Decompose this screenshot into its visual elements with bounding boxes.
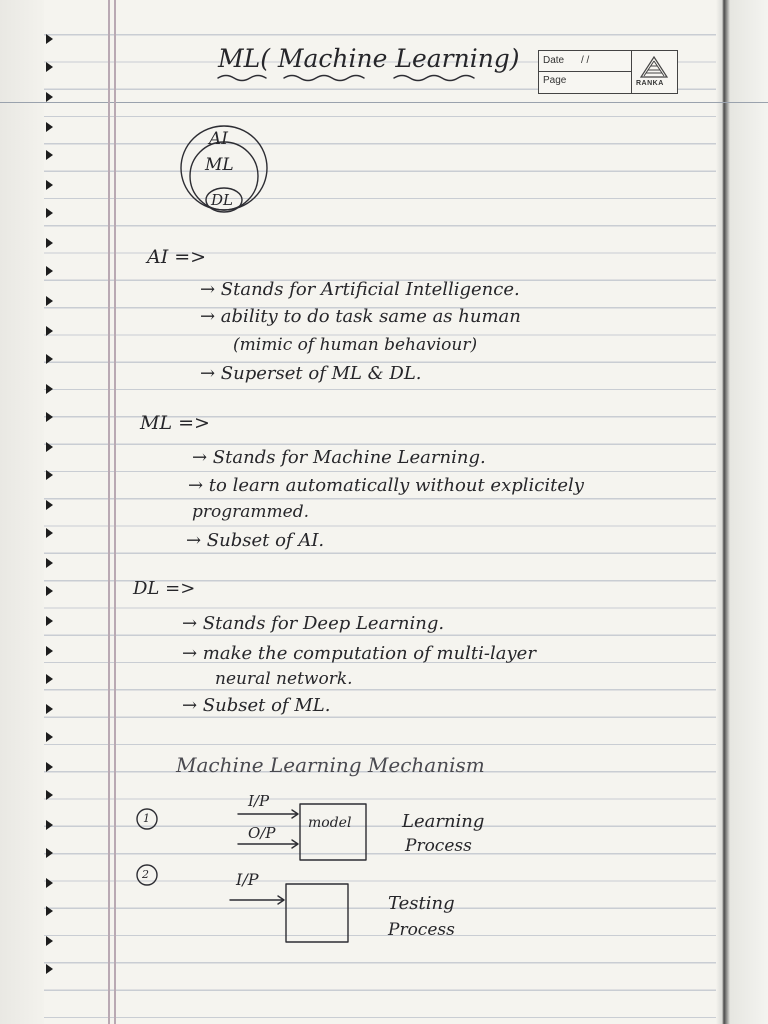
step-1-label-2: Process bbox=[405, 836, 472, 856]
venn-label-ml: ML bbox=[205, 155, 234, 175]
step-2-label-1: Testing bbox=[388, 893, 455, 914]
binding-hole bbox=[46, 790, 53, 800]
binding-hole bbox=[46, 354, 53, 364]
binding-hole bbox=[46, 122, 53, 132]
ai-line-2: → ability to do task same as human bbox=[200, 306, 521, 327]
page-gutter bbox=[0, 0, 44, 1024]
binding-hole bbox=[46, 964, 53, 974]
binding-hole bbox=[46, 558, 53, 568]
title-underline bbox=[214, 72, 494, 84]
binding-hole bbox=[46, 208, 53, 218]
binding-hole bbox=[46, 384, 53, 394]
binding-hole bbox=[46, 92, 53, 102]
dl-line-4: → Subset of ML. bbox=[182, 695, 331, 716]
page-edge bbox=[716, 0, 768, 1024]
step-1-label-1: Learning bbox=[402, 811, 485, 832]
ranka-logo-icon bbox=[639, 55, 669, 79]
binding-hole bbox=[46, 62, 53, 72]
section-heading-ai: AI => bbox=[147, 246, 207, 268]
margin-line-left bbox=[108, 0, 110, 1024]
mechanism-title: Machine Learning Mechanism bbox=[176, 753, 485, 777]
binding-hole bbox=[46, 528, 53, 538]
step-1-diagram bbox=[234, 800, 374, 866]
binding-hole bbox=[46, 266, 53, 276]
date-page-box bbox=[538, 50, 678, 94]
binding-hole bbox=[46, 936, 53, 946]
ml-line-1: → Stands for Machine Learning. bbox=[192, 447, 486, 468]
venn-label-dl: DL bbox=[211, 191, 233, 209]
binding-hole bbox=[46, 762, 53, 772]
binding-hole bbox=[46, 646, 53, 656]
binding-hole bbox=[46, 878, 53, 888]
binding-hole bbox=[46, 732, 53, 742]
page-title: ML( Machine Learning) bbox=[218, 44, 520, 73]
margin-line-right bbox=[114, 0, 116, 1024]
step-2-diagram bbox=[226, 880, 356, 946]
section-heading-ml: ML => bbox=[140, 412, 210, 434]
binding-hole bbox=[46, 616, 53, 626]
binding-hole bbox=[46, 150, 53, 160]
binding-hole bbox=[46, 470, 53, 480]
brand-text: RANKA bbox=[636, 80, 664, 87]
binding-hole bbox=[46, 34, 53, 44]
binding-hole bbox=[46, 906, 53, 916]
ai-line-3: (mimic of human behaviour) bbox=[233, 335, 478, 355]
binding-hole bbox=[46, 820, 53, 830]
ai-line-4: → Superset of ML & DL. bbox=[200, 363, 422, 384]
binding-hole bbox=[46, 442, 53, 452]
step-1-number: 1 bbox=[143, 812, 150, 825]
binding-hole bbox=[46, 238, 53, 248]
date-value: / / bbox=[581, 55, 590, 66]
ml-line-4: → Subset of AI. bbox=[186, 530, 325, 551]
model-box-label: model bbox=[308, 815, 352, 831]
step-2-label-2: Process bbox=[388, 920, 455, 940]
step-1-input-label: I/P bbox=[248, 792, 270, 810]
binding-hole bbox=[46, 704, 53, 714]
step-2-number: 2 bbox=[142, 868, 149, 881]
step-1-output-label: O/P bbox=[248, 824, 276, 842]
venn-label-ai: AI bbox=[209, 129, 228, 149]
binding-hole bbox=[46, 412, 53, 422]
section-heading-dl: DL => bbox=[133, 578, 196, 599]
dl-line-2: → make the computation of multi-layer bbox=[182, 643, 536, 664]
binding-hole bbox=[46, 180, 53, 190]
step-2-input-label: I/P bbox=[236, 870, 259, 889]
page-label: Page bbox=[543, 75, 567, 86]
dl-line-3: neural network. bbox=[215, 669, 353, 689]
ml-line-3: programmed. bbox=[192, 502, 309, 522]
binding-hole bbox=[46, 674, 53, 684]
binding-hole bbox=[46, 586, 53, 596]
ml-line-2: → to learn automatically without explicitely bbox=[188, 475, 584, 496]
date-label: Date bbox=[543, 55, 565, 66]
binding-hole bbox=[46, 296, 53, 306]
box-divider bbox=[539, 71, 631, 72]
binding-hole bbox=[46, 848, 53, 858]
box-divider bbox=[631, 51, 632, 93]
dl-line-1: → Stands for Deep Learning. bbox=[182, 613, 445, 634]
ai-line-1: → Stands for Artificial Intelligence. bbox=[200, 279, 520, 300]
binding-hole bbox=[46, 500, 53, 510]
binding-hole bbox=[46, 326, 53, 336]
